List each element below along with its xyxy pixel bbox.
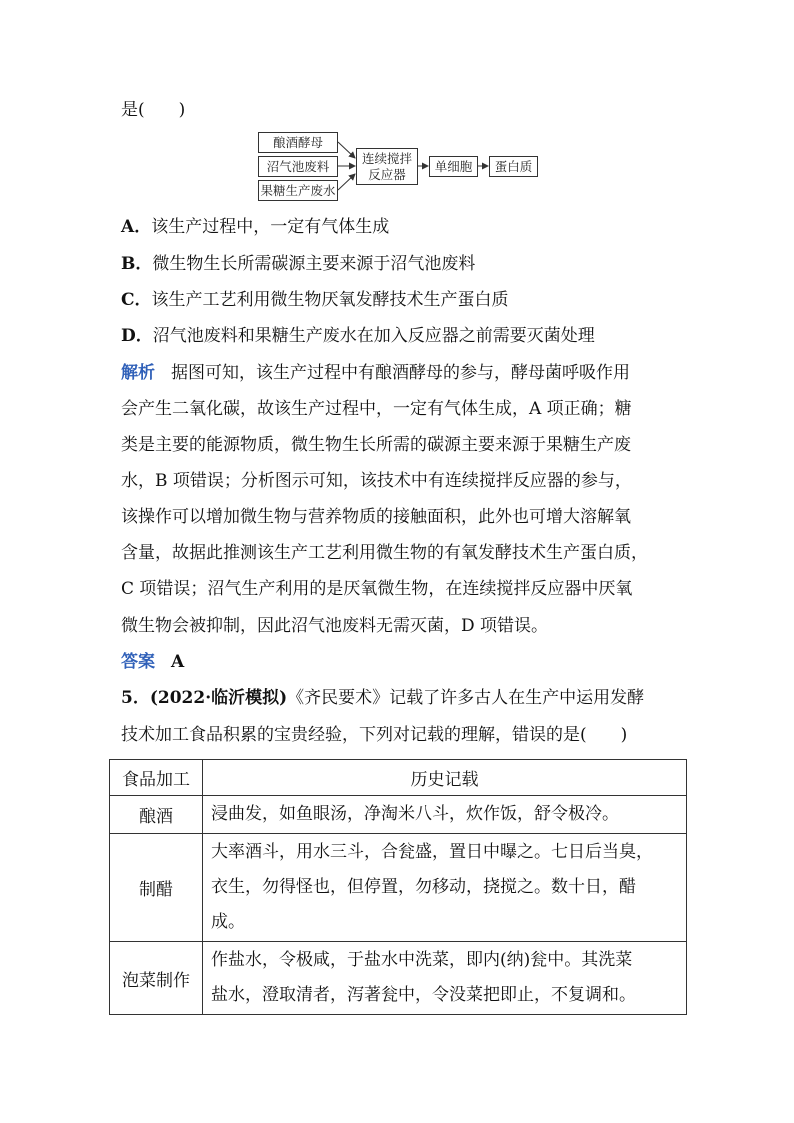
table-row: [110, 834, 687, 942]
record-line: 衣生，勿得怪也，但停置，勿移动，挠搅之。数十日，醋: [211, 877, 636, 897]
analysis-line-5: 该操作可以增加微生物与营养物质的接触面积，此外也可增大溶解氧: [121, 507, 631, 527]
analysis-line-7: C 项错误；沼气生产利用的是厌氧微生物，在连续搅拌反应器中厌氧: [121, 579, 633, 599]
option-c: [121, 288, 509, 312]
record-line: 浸曲发，如鱼眼汤，净淘米八斗，炊作饭，舒令极冷。: [211, 804, 619, 824]
q5-line-1: [121, 686, 644, 710]
record-line: 作盐水，令极咸，于盐水中洗菜，即内(纳)瓮中。其洗菜: [211, 950, 633, 970]
option-d: [121, 324, 595, 348]
diagram-reactor: [356, 148, 418, 185]
option-b: [121, 252, 475, 276]
analysis-label: 解析: [121, 363, 155, 383]
row-name-wine: 酿酒: [110, 796, 203, 834]
q5-text-1: 《齐民要术》记载了许多古人在生产中运用发酵: [287, 688, 645, 708]
history-table: [109, 759, 687, 1015]
table-header-record: 历史记载: [203, 760, 687, 796]
analysis-text-1: 据图可知，该生产过程中有酿酒酵母的参与，酵母菌呼吸作用: [171, 363, 630, 383]
option-b-letter: B．: [121, 254, 153, 274]
reactor-line2: 反应器: [368, 166, 406, 182]
analysis-line-8: 微生物会被抑制，因此沼气池废料无需灭菌，D 项错误。: [121, 616, 549, 636]
table-row: [110, 796, 687, 834]
q5-source: (2022·临沂模拟): [149, 688, 288, 708]
diagram-protein: 蛋白质: [489, 156, 538, 177]
flow-diagram: [252, 128, 542, 203]
row-name-vinegar: 制醋: [110, 834, 203, 942]
reactor-line1: 连续搅拌: [361, 150, 412, 166]
record-line: 成。: [211, 912, 245, 932]
diagram-input-yeast: 酿酒酵母: [258, 132, 338, 153]
option-d-text: 沼气池废料和果糖生产废水在加入反应器之前需要灭菌处理: [152, 326, 595, 346]
table-row: [110, 942, 687, 1015]
answer-line: [121, 650, 184, 674]
row-record-vinegar: [203, 834, 687, 942]
table-header-food: 食品加工: [110, 760, 203, 796]
row-record-wine: [203, 796, 687, 834]
diagram-input-biogas-waste: 沼气池废料: [258, 156, 338, 177]
option-d-letter: D．: [121, 326, 153, 346]
option-a-letter: A．: [121, 217, 152, 237]
q5-number: 5．: [121, 688, 150, 708]
option-c-text: 该生产工艺利用微生物厌氧发酵技术生产蛋白质: [151, 290, 509, 310]
analysis-line-4: 水，B 项错误；分析图示可知，该技术中有连续搅拌反应器的参与，: [121, 471, 632, 491]
option-a-text: 该生产过程中，一定有气体生成: [151, 217, 390, 237]
analysis-line-3: 类是主要的能源物质，微生物生长所需的碳源主要来源于果糖生产废: [121, 435, 631, 455]
record-line: 盐水，澄取清者，泻著瓮中，令没菜把即止，不复调和。: [211, 985, 636, 1005]
option-c-letter: C．: [121, 290, 152, 310]
analysis-line-6: 含量，故据此推测该生产工艺利用微生物的有氧发酵技术生产蛋白质，: [121, 543, 648, 563]
answer-value: A: [171, 652, 185, 672]
analysis-line-1: [121, 361, 630, 385]
option-a: [121, 215, 389, 239]
analysis-line-2: 会产生二氧化碳，故该生产过程中，一定有气体生成，A 项正确；糖: [121, 399, 632, 419]
option-b-text: 微生物生长所需碳源主要来源于沼气池废料: [152, 254, 476, 274]
row-name-pickle: 泡菜制作: [110, 942, 203, 1015]
table-header-row: [110, 760, 687, 796]
diagram-single-cell: 单细胞: [429, 156, 478, 177]
diagram-input-fructose-water: 果糖生产废水: [258, 180, 338, 201]
record-line: 大率酒斗，用水三斗，合瓮盛，置日中曝之。七日后当臭，: [211, 842, 653, 862]
row-record-pickle: [203, 942, 687, 1015]
answer-label: 答案: [121, 652, 155, 672]
question-tail: 是( ): [121, 100, 186, 120]
q5-line-2: 技术加工食品积累的宝贵经验，下列对记载的理解，错误的是( ): [121, 725, 628, 745]
